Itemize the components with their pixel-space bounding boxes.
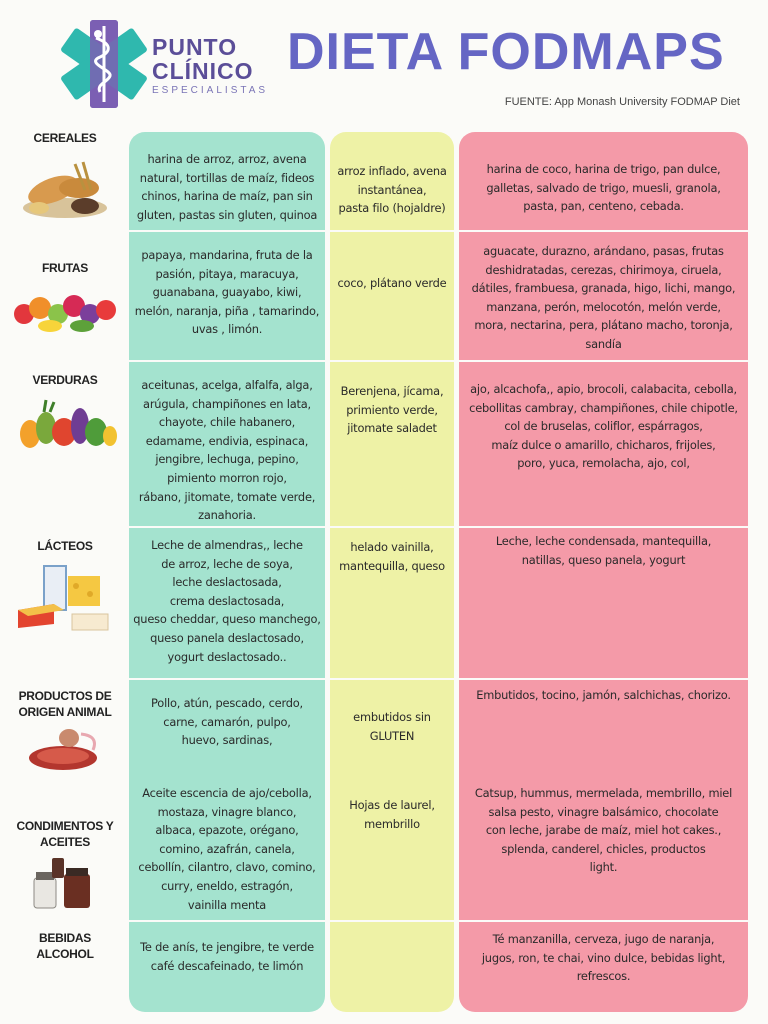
bread-grains-icon — [13, 150, 117, 228]
brand-line-1: PUNTO — [152, 34, 238, 60]
moderate-lacteos: helado vainilla, mantequilla, queso — [339, 540, 445, 573]
allowed-condimentos-aceites: Aceite escencia de ajo/cebolla, mostaza, vinagre blanco, albaca, epazote, orégano, comino, azafrán, canela, cebollín, cilantro, clavo, comino, curry, eneldo, estragón, vainilla menta — [138, 786, 316, 912]
category-label: BEBIDAS ALCOHOL — [36, 931, 94, 962]
source-note: FUENTE: App Monash University FODMAP Diet — [504, 96, 740, 108]
category-productos-origen-animal — [6, 688, 124, 776]
category-verduras — [6, 372, 124, 454]
meat-icon — [15, 724, 115, 776]
moderate-verduras: Berenjena, jícama, primiento verde, jitomate saladet — [340, 384, 444, 436]
allowed-lacteos: Leche de almendras,, leche de arroz, leche de soya, leche deslactosada, crema deslactosada, queso cheddar, queso manchego, queso panela deslactosado, yogurt deslactosado.. — [133, 538, 321, 664]
avoid-productos-origen-animal: Embutidos, tocino, jamón, salchichas, chorizo. — [476, 688, 731, 702]
brand-name — [152, 36, 268, 96]
category-label: CONDIMENTOS Y ACEITES — [16, 819, 114, 850]
moderate-frutas: coco, plátano verde — [337, 276, 447, 290]
category-label: FRUTAS — [42, 261, 88, 275]
category-condimentos-aceites — [6, 818, 124, 912]
brand-line-3: ESPECIALISTAS — [152, 85, 269, 96]
row-divider — [129, 526, 748, 528]
page-title: DIETA FODMAPS — [287, 23, 725, 81]
avoid-cereales: harina de coco, harina de trigo, pan dulce, galletas, salvado de trigo, muesli, granola, pasta, pan, centeno, cebada. — [486, 162, 721, 214]
allowed-cereales: harina de arroz, arroz, avena natural, tortillas de maíz, fideos chinos, harina de maíz, pan sin gluten, pastas sin gluten, quinoa — [136, 152, 318, 222]
row-divider — [129, 360, 748, 362]
row-divider — [129, 920, 748, 922]
category-label: CEREALES — [33, 131, 97, 145]
avoid-verduras: ajo, alcachofa,, apio, brocoli, calabacita, cebolla, cebollitas cambray, champiñones, chile chipotle, col de bruselas, coliflor, espárragos, maíz dulce o amarillo, chicharos, frijoles, poro, yuca, remolacha, ajo, col, — [469, 382, 738, 471]
moderate-cereales: arroz inflado, avena instantánea, pasta filo (hojaldre) — [337, 164, 447, 216]
category-bebidas-alcohol — [6, 930, 124, 962]
avoid-condimentos-aceites: Catsup, hummus, mermelada, membrillo, miel salsa pesto, vinagre balsámico, chocolate con leche, jarabe de maíz, miel hot cakes., splenda, canderel, chicles, productos light. — [474, 786, 733, 875]
category-lacteos — [6, 538, 124, 638]
medical-caduceus-logo-icon — [58, 18, 150, 110]
avoid-bebidas-alcohol: Té manzanilla, cerveza, jugo de naranja, jugos, ron, te chai, vino dulce, bebidas light, refrescos. — [481, 932, 726, 984]
avoid-frutas: aguacate, durazno, arándano, pasas, frutas deshidratadas, cerezas, chirimoya, ciruela, dátiles, frambuesa, granada, higo, lichi, mango, manzana, perón, melocotón, melón verde, mora, nectarina, pera, plátano macho, toronja, sandía — [471, 244, 736, 351]
category-cereales — [6, 130, 124, 228]
fruits-icon — [10, 280, 120, 336]
vegetables-icon — [10, 392, 120, 454]
row-divider — [129, 678, 748, 680]
allowed-productos-origen-animal: Pollo, atún, pescado, cerdo, carne, camarón, pulpo, huevo, sardinas, — [151, 696, 303, 748]
brand-line-2: CLÍNICO — [152, 58, 254, 84]
category-label: VERDURAS — [32, 373, 98, 387]
allowed-verduras: aceitunas, acelga, alfalfa, alga, arúgula, champiñones en lata, chayote, chile habanero, edamame, endivia, espinaca, jengibre, lechuga, pepino, pimiento morron rojo, rábano, jitomate, tomate verde, zanahoria. — [138, 378, 316, 523]
condiments-icon — [30, 854, 100, 912]
category-frutas — [6, 260, 124, 336]
avoid-lacteos: Leche, leche condensada, mantequilla, natillas, queso panela, yogurt — [495, 534, 712, 567]
allowed-bebidas-alcohol: Te de anís, te jengibre, te verde café descafeinado, te limón — [140, 940, 314, 973]
allowed-frutas: papaya, mandarina, fruta de la pasión, pitaya, maracuya, guanabana, guayabo, kiwi, melón, naranja, piña , tamarindo, uvas , limón. — [134, 248, 320, 337]
moderate-condimentos-aceites: Hojas de laurel, membrillo — [349, 798, 435, 831]
moderate-productos-origen-animal: embutidos sin GLUTEN — [353, 710, 431, 743]
dairy-icon — [10, 558, 120, 638]
category-label: PRODUCTOS DE ORIGEN ANIMAL — [18, 689, 112, 720]
row-divider — [129, 230, 748, 232]
category-label: LÁCTEOS — [37, 539, 93, 553]
